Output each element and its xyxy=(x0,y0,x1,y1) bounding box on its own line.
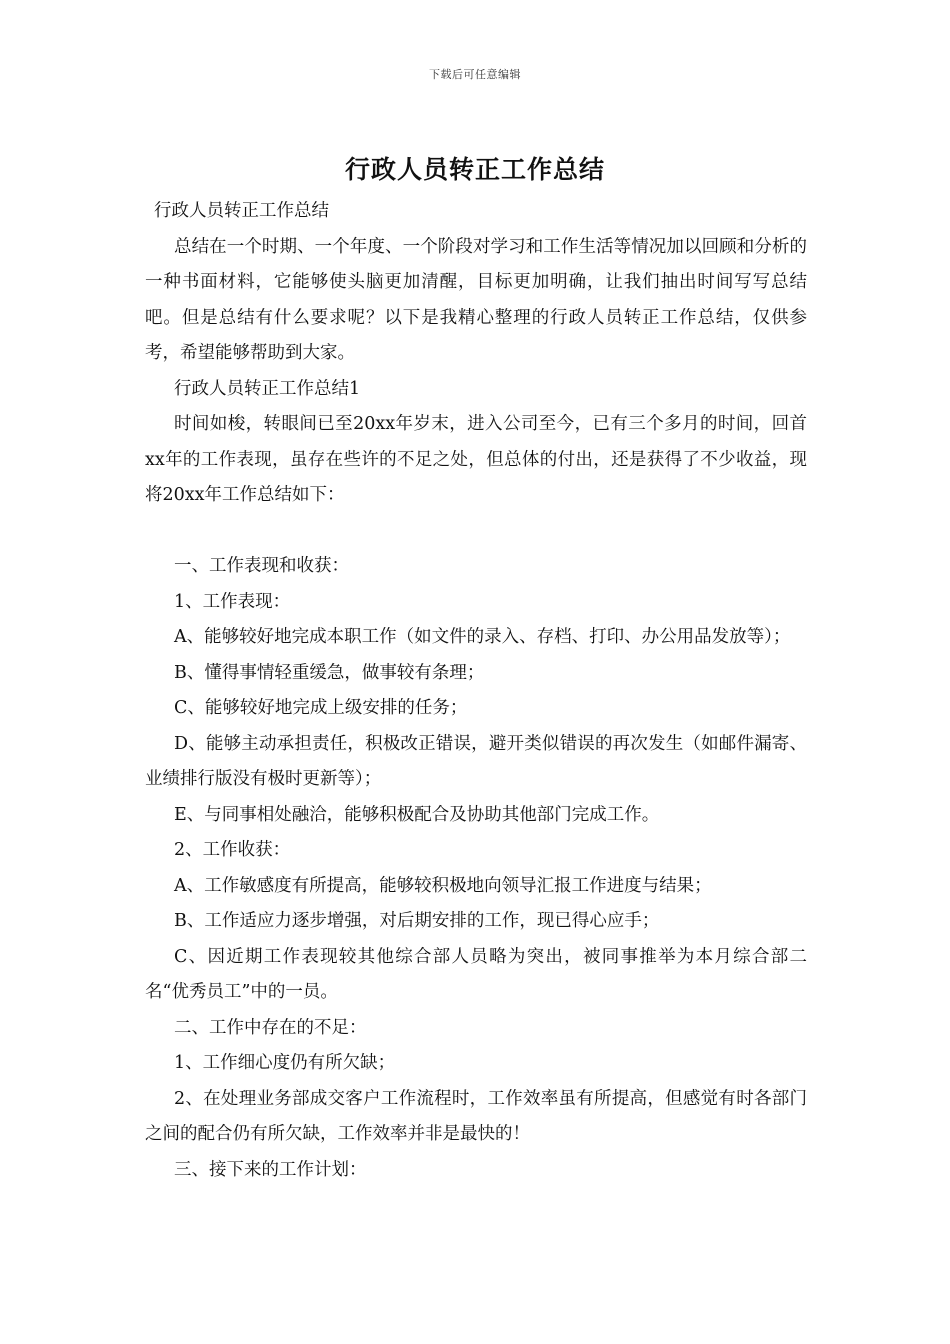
document-body xyxy=(145,194,807,1188)
section-heading: 二、工作中存在的不足： xyxy=(174,1017,367,1038)
subsection-heading: 2、工作收获： xyxy=(174,840,291,860)
header-note: 下载后可任意编辑 xyxy=(429,68,521,81)
list-item: 1、工作细心度仍有所欠缺； xyxy=(174,1053,396,1073)
paragraph: 行政人员转正工作总结1 xyxy=(174,378,361,399)
paragraph: 时间如梭，转眼间已至20xx年岁末，进入公司至今，已有三个多月的时间，回首xx年的工作表现，虽存在些许的不足之处，但总体的付出，还是获得了不少收益，现将20xx年工作总结如下： xyxy=(145,414,807,505)
list-item: C、因近期工作表现较其他综合部人员略为突出，被同事推举为本月综合部二名“优秀员工”中的一员。 xyxy=(145,946,807,1002)
paragraph: 总结在一个时期、一个年度、一个阶段对学习和工作生活等情况加以回顾和分析的一种书面材料，它能够使头脑更加清醒，目标更加明确，让我们抽出时间写写总结吧。但是总结有什么要求呢？以下是我精心整理的行政人员转正工作总结，仅供参考，希望能够帮助到大家。 xyxy=(145,236,807,363)
list-item: B、工作适应力逐步增强，对后期安排的工作，现已得心应手； xyxy=(174,911,660,931)
list-item: 2、在处理业务部成交客户工作流程时，工作效率虽有所提高，但感觉有时各部门之间的配合仍有所欠缺，工作效率并非是最快的！ xyxy=(145,1088,807,1144)
paragraph-gap xyxy=(145,514,807,550)
section-heading: 一、工作表现和收获： xyxy=(174,556,349,576)
list-item: E、与同事相处融洽，能够积极配合及协助其他部门完成工作。 xyxy=(174,804,660,825)
list-item: A、能够较好地完成本职工作（如文件的录入、存档、打印、办公用品发放等）； xyxy=(174,627,791,647)
list-item: A、工作敏感度有所提高，能够较积极地向领导汇报工作进度与结果； xyxy=(174,875,712,896)
list-item: C、能够较好地完成上级安排的任务； xyxy=(174,698,468,718)
list-item: B、懂得事情轻重缓急，做事较有条理； xyxy=(174,662,485,683)
paragraph: 行政人员转正工作总结 xyxy=(154,201,329,221)
list-item: D、能够主动承担责任，积极改正错误，避开类似错误的再次发生（如邮件漏寄、业绩排行版没有极时更新等）； xyxy=(145,733,807,789)
document-title: 行政人员转正工作总结 xyxy=(344,155,605,184)
section-heading: 三、接下来的工作计划： xyxy=(174,1159,367,1180)
subsection-heading: 1、工作表现： xyxy=(174,591,291,612)
